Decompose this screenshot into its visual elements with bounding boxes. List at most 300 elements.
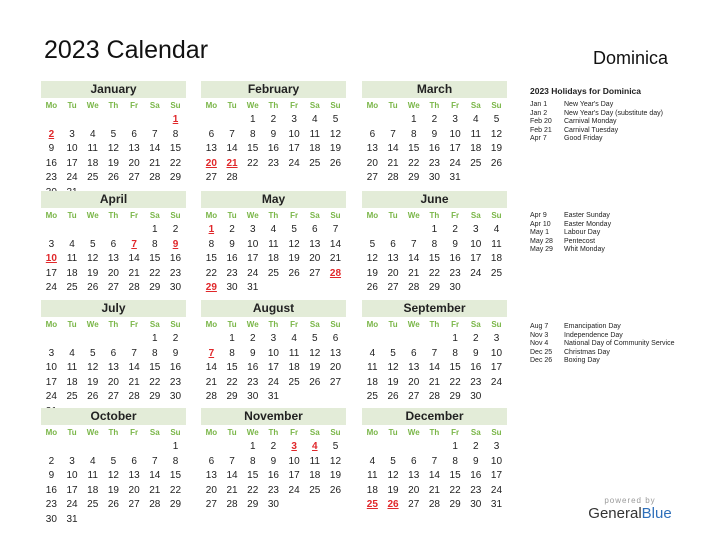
day-cell: 20 [329,362,342,373]
day-cell: 18 [66,267,78,279]
weekday-label: Mo [205,428,218,437]
day-cell: 16 [449,253,461,264]
day-cell: 17 [490,362,503,373]
day-cell: 8 [172,455,179,467]
day-cell: 17 [288,143,300,154]
holiday-day: 25 [366,499,378,510]
weekday-label: Tu [67,428,77,437]
day-cell: 31 [490,499,503,510]
weekday-label: Th [429,101,440,110]
holiday-date: Jan 2 [530,109,548,117]
day-cell: 9 [431,128,438,140]
week-row [201,376,346,391]
weekday-label: Mo [205,101,218,110]
day-cell: 26 [288,267,300,279]
day-cell: 26 [366,282,378,293]
day-cell: 11 [66,362,78,373]
month-october [41,408,186,527]
day-cell: 27 [366,172,378,183]
day-cell: 23 [226,267,238,279]
holiday-date: Feb 20 [530,118,552,126]
day-cell: 16 [169,253,182,264]
day-cell: 18 [87,484,99,496]
day-cell: 4 [270,224,277,235]
weekday-header [41,317,186,332]
day-cell: 2 [229,224,235,235]
day-cell: 2 [431,114,438,125]
day-cell: 11 [367,362,378,373]
holiday-name: Christmas Day [564,348,610,356]
day-cell: 19 [387,484,399,496]
weekday-label: We [86,101,99,110]
day-cell: 1 [452,333,458,344]
weekday-label: Sa [149,211,160,220]
day-cell: 17 [45,267,57,279]
day-cell: 22 [149,267,161,279]
month-header: August [201,300,346,317]
month-april [41,191,186,296]
holiday-date: May 29 [530,246,553,254]
day-cell: 20 [408,376,420,388]
day-cell: 6 [332,333,339,344]
day-cell: 28 [428,391,440,402]
weekday-label: We [407,101,420,110]
holiday-day: 21 [226,157,238,169]
day-cell: 5 [312,333,318,344]
day-cell: 11 [309,455,320,467]
day-cell: 27 [408,499,420,510]
day-cell: 26 [387,391,399,402]
day-cell: 10 [470,238,482,250]
day-cell: 4 [473,114,479,125]
empty-cell [325,281,346,296]
week-row [362,171,507,186]
empty-cell [304,498,325,513]
day-cell: 21 [428,376,440,388]
day-cell: 15 [149,253,161,264]
empty-cell [383,113,404,128]
day-cell: 11 [309,128,320,140]
day-cell: 14 [128,253,140,264]
day-cell: 29 [226,391,238,402]
day-cell: 13 [128,470,140,481]
day-cell: 9 [473,347,479,359]
empty-cell [242,171,263,186]
week-row [362,142,507,157]
week-row [362,390,507,405]
month-header: December [362,408,507,425]
holiday-day: 3 [291,441,297,452]
day-cell: 25 [267,267,279,279]
weekday-label: We [407,211,420,220]
weekday-label: We [86,320,99,329]
day-cell: 8 [172,128,179,140]
day-cell: 24 [45,282,57,293]
day-cell: 16 [267,470,279,481]
empty-cell [144,440,165,455]
day-cell: 18 [288,362,300,373]
day-cell: 15 [149,362,161,373]
weekday-label: Th [268,101,279,110]
empty-cell [222,440,243,455]
day-cell: 11 [87,470,98,481]
day-cell: 19 [87,267,99,279]
day-cell: 15 [169,470,182,481]
holiday-row [530,110,700,119]
day-cell: 8 [152,238,158,250]
month-may [201,191,346,296]
day-cell: 12 [329,455,342,467]
day-cell: 4 [69,238,75,250]
day-cell: 15 [247,143,259,154]
day-cell: 16 [226,253,238,264]
holiday-date: Dec 26 [530,357,553,365]
day-cell: 26 [329,484,342,496]
week-row [362,267,507,282]
day-cell: 17 [45,376,57,388]
week-row [201,238,346,253]
holiday-name: Carnival Tuesday [564,126,619,134]
weekday-label: Sa [470,428,481,437]
holiday-date: Apr 9 [530,212,547,219]
day-cell: 10 [66,470,78,481]
day-cell: 5 [89,238,96,250]
empty-cell [144,513,165,528]
day-cell: 14 [329,238,342,250]
day-cell: 27 [107,282,119,293]
day-cell: 28 [387,172,399,183]
day-cell: 11 [66,253,78,264]
day-cell: 13 [408,470,420,481]
weekday-label: We [246,211,259,220]
weekday-label: Fr [290,320,299,329]
day-cell: 22 [408,157,420,169]
weekday-header [41,208,186,223]
empty-cell [465,281,486,296]
day-cell: 23 [428,157,440,169]
week-row [201,390,346,405]
day-cell: 15 [408,143,420,154]
weekday-label: Th [268,428,279,437]
day-cell: 17 [490,470,503,481]
day-cell: 13 [107,362,119,373]
day-cell: 16 [470,470,482,481]
holiday-day: 7 [131,238,137,250]
holiday-list-2 [530,212,700,255]
day-cell: 20 [128,484,140,496]
day-cell: 19 [309,362,321,373]
day-cell: 13 [408,362,420,373]
weekday-label: Tu [227,101,237,110]
month-header: January [41,81,186,98]
day-cell: 19 [490,143,503,154]
holiday-row [530,212,700,221]
holiday-list-3 [530,323,700,366]
day-cell: 21 [128,267,140,279]
day-cell: 25 [366,391,378,402]
day-cell: 5 [291,224,297,235]
weekday-label: Tu [227,320,237,329]
holiday-row [530,221,700,230]
day-cell: 6 [208,455,215,467]
month-august [201,300,346,405]
holiday-date: Jan 1 [530,101,548,108]
week-row [41,484,186,499]
week-row [362,238,507,253]
day-cell: 29 [149,391,161,402]
month-july [41,300,186,419]
weekday-header [201,317,346,332]
empty-cell [362,223,383,238]
day-cell: 16 [169,362,182,373]
day-cell: 11 [268,238,279,250]
day-cell: 9 [249,347,256,359]
day-cell: 24 [470,267,482,279]
day-cell: 10 [490,455,503,467]
holiday-day: 2 [48,128,55,140]
brand-logo [588,496,672,522]
day-cell: 20 [205,484,217,496]
day-cell: 11 [470,128,481,140]
day-cell: 16 [45,157,57,169]
day-cell: 14 [387,143,399,154]
weekday-label: Sa [149,320,160,329]
day-cell: 30 [169,282,182,293]
day-cell: 10 [449,128,461,140]
empty-cell [103,513,124,528]
day-cell: 6 [369,128,376,140]
day-cell: 19 [107,484,119,496]
holiday-row [530,127,700,136]
week-row [41,347,186,362]
day-cell: 28 [226,499,238,510]
day-cell: 9 [48,470,55,481]
day-cell: 10 [45,362,57,373]
holiday-day: 4 [312,441,318,452]
empty-cell [403,332,424,347]
week-row [362,113,507,128]
month-header: June [362,191,507,208]
weekday-label: Mo [45,101,58,110]
day-cell: 5 [89,347,96,359]
day-cell: 23 [267,484,279,496]
day-cell: 1 [431,224,438,235]
empty-cell [82,332,103,347]
day-cell: 13 [366,143,378,154]
day-cell: 20 [408,484,420,496]
month-header: May [201,191,346,208]
empty-cell [201,113,222,128]
weekday-header [41,98,186,113]
day-cell: 19 [288,253,300,264]
day-cell: 8 [249,455,256,467]
weekday-header [362,98,507,113]
weekday-label: Su [491,320,502,329]
day-cell: 6 [410,455,417,467]
empty-cell [82,113,103,128]
day-cell: 30 [267,499,279,510]
holiday-date: Aug 7 [530,323,549,330]
week-row [201,252,346,267]
day-cell: 28 [408,282,420,293]
empty-cell [124,332,145,347]
day-cell: 26 [329,157,342,169]
day-cell: 4 [89,128,96,140]
month-header: September [362,300,507,317]
day-cell: 23 [45,172,57,183]
weekday-label: Tu [67,211,77,220]
weekday-label: Sa [149,428,160,437]
day-cell: 18 [366,484,378,496]
empty-cell [304,390,325,405]
weekday-label: Tu [67,101,77,110]
week-row [362,361,507,376]
empty-cell [424,332,445,347]
month-march [362,81,507,186]
day-cell: 7 [410,238,417,250]
day-cell: 27 [309,267,321,279]
day-cell: 1 [249,114,256,125]
holiday-row [530,332,700,341]
day-cell: 14 [428,362,440,373]
month-september [362,300,507,405]
day-cell: 29 [408,172,420,183]
day-cell: 18 [366,376,378,388]
weekday-label: Th [108,428,119,437]
weekday-label: Su [491,428,502,437]
week-row [201,332,346,347]
empty-cell [62,223,83,238]
week-row [201,267,346,282]
week-row [41,238,186,253]
day-cell: 27 [408,391,420,402]
day-cell: 12 [387,470,399,481]
empty-cell [124,223,145,238]
day-cell: 12 [107,470,119,481]
empty-cell [284,171,305,186]
day-cell: 26 [107,499,119,510]
day-cell: 16 [45,484,57,496]
day-cell: 7 [390,128,396,140]
day-cell: 24 [288,484,300,496]
day-cell: 4 [369,455,376,467]
powered-by-label: powered by [604,496,656,505]
day-cell: 22 [226,376,238,388]
empty-cell [41,113,62,128]
day-cell: 30 [470,499,482,510]
day-cell: 29 [149,282,161,293]
day-cell: 21 [205,376,217,388]
weekday-label: Mo [45,320,58,329]
weekday-label: We [246,101,259,110]
weekday-label: We [407,320,420,329]
day-cell: 15 [449,470,461,481]
week-row [201,498,346,513]
holiday-date: Apr 10 [530,220,551,228]
empty-cell [263,171,284,186]
day-cell: 30 [247,391,259,402]
day-cell: 18 [309,470,321,481]
day-cell: 13 [329,347,342,359]
weekday-label: Su [491,211,502,220]
weekday-label: Th [429,320,440,329]
day-cell: 10 [66,143,78,154]
empty-cell [383,440,404,455]
weekday-label: Th [268,211,279,220]
weekday-label: Mo [366,211,379,220]
day-cell: 7 [229,128,235,140]
empty-cell [403,440,424,455]
day-cell: 4 [69,347,75,359]
day-cell: 24 [66,172,78,183]
weekday-label: Fr [130,320,139,329]
brand-name: GeneralBlue [588,505,672,522]
weekday-label: Sa [309,428,320,437]
day-cell: 4 [312,114,318,125]
day-cell: 12 [87,253,99,264]
holiday-day: 7 [208,347,215,359]
weekday-label: Su [491,101,502,110]
day-cell: 25 [309,157,321,169]
day-cell: 31 [66,513,78,525]
weekday-label: Tu [227,428,237,437]
week-row [41,142,186,157]
day-cell: 14 [226,470,238,481]
empty-cell [62,440,83,455]
week-row [362,455,507,470]
day-cell: 8 [249,128,256,140]
empty-cell [403,223,424,238]
empty-cell [201,440,222,455]
week-row [201,281,346,296]
day-cell: 6 [131,128,137,140]
day-cell: 2 [172,224,179,235]
weekday-label: Th [108,320,119,329]
weekday-header [201,425,346,440]
empty-cell [362,440,383,455]
weekday-label: Sa [309,211,320,220]
weekday-label: Sa [309,320,320,329]
holiday-row [530,323,700,332]
day-cell: 23 [45,499,57,510]
day-cell: 24 [66,499,78,510]
weekday-label: Tu [388,101,398,110]
holiday-name: Good Friday [564,135,603,143]
weekday-label: Fr [290,101,299,110]
week-row [41,390,186,405]
empty-cell [124,113,145,128]
day-cell: 17 [288,470,300,481]
day-cell: 19 [329,470,342,481]
day-cell: 3 [270,333,277,344]
empty-cell [284,390,305,405]
day-cell: 9 [229,238,235,250]
weekday-label: Th [429,428,440,437]
holiday-row [530,229,700,238]
day-cell: 20 [107,376,119,388]
empty-cell [465,171,486,186]
day-cell: 9 [452,238,458,250]
day-cell: 21 [226,484,238,496]
day-cell: 28 [128,391,140,402]
weekday-label: Mo [205,211,218,220]
day-cell: 18 [267,253,279,264]
month-header: March [362,81,507,98]
day-cell: 12 [366,253,378,264]
day-cell: 5 [390,455,396,467]
day-cell: 19 [366,267,378,279]
day-cell: 31 [267,391,279,402]
